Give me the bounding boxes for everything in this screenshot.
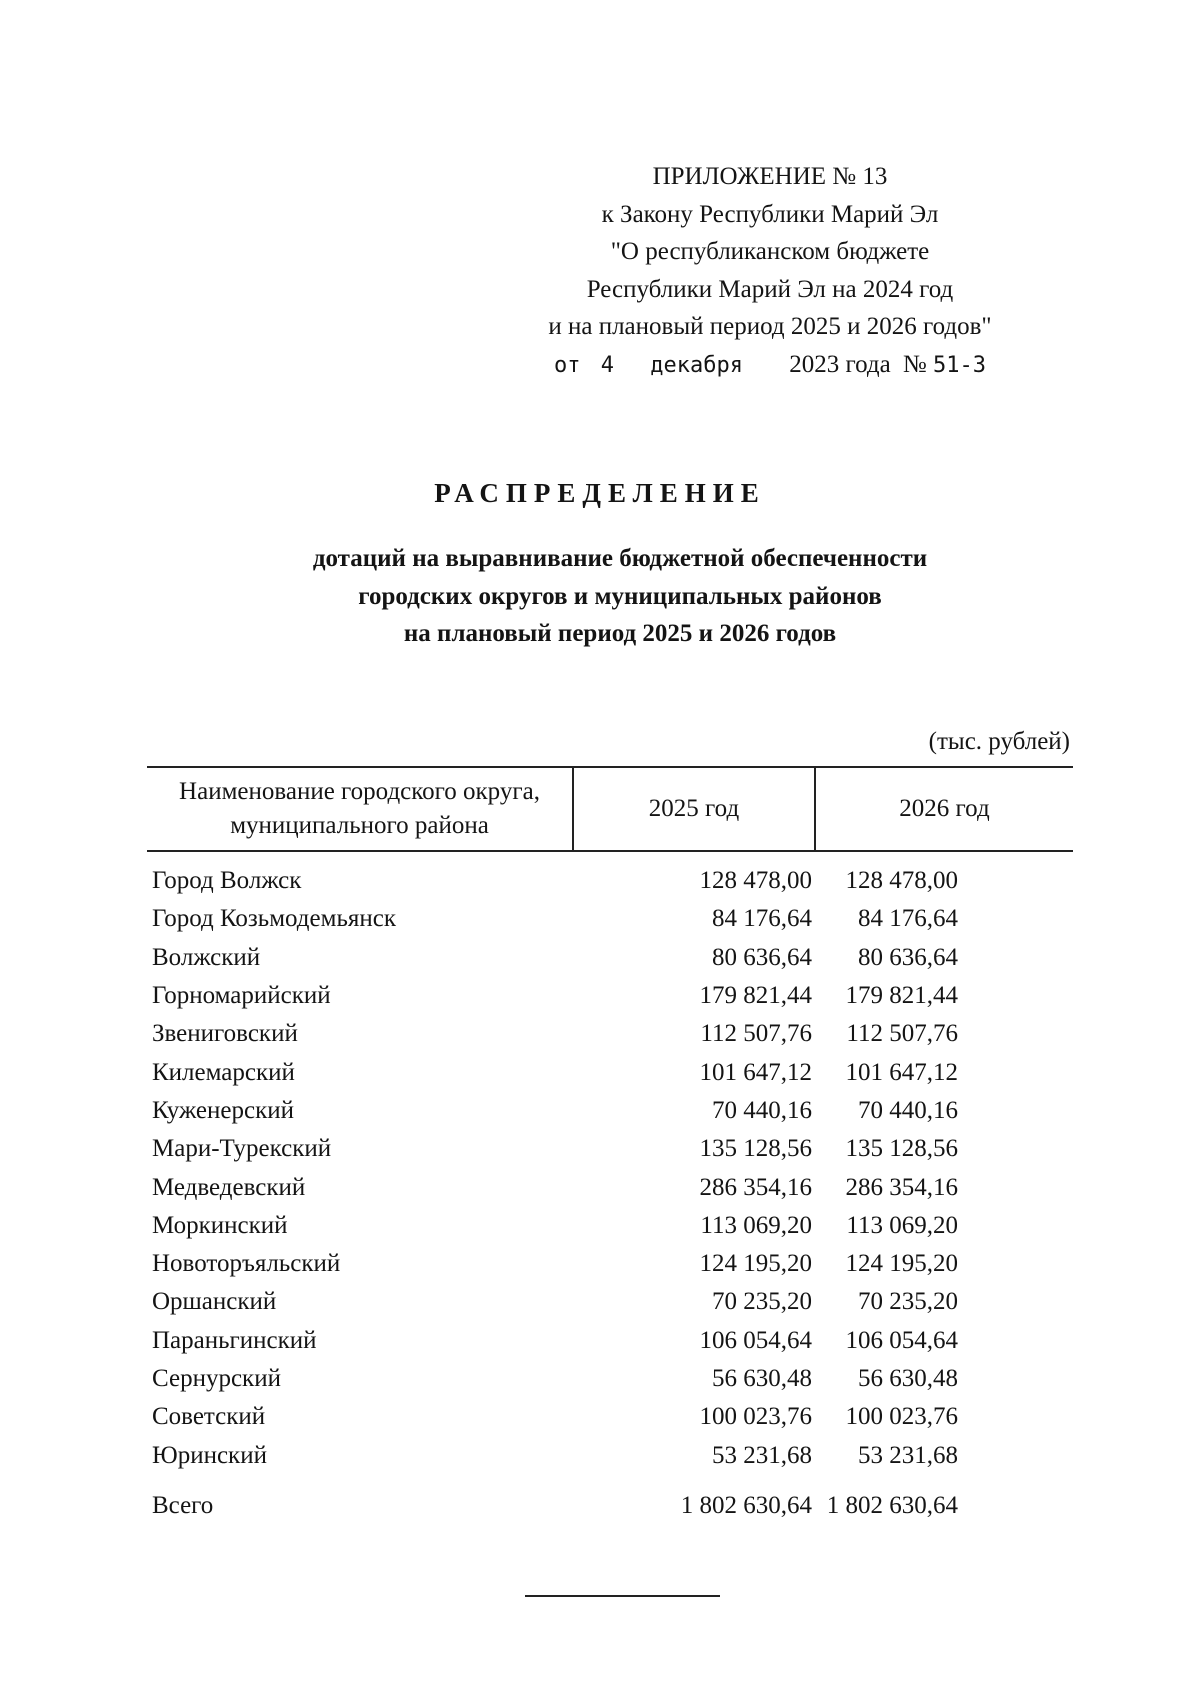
row-value-2026: 128 478,00 — [845, 867, 958, 895]
total-2025: 1 802 630,64 — [680, 1491, 812, 1519]
document-subtitle — [190, 540, 1050, 653]
table-row — [147, 1015, 1073, 1053]
row-name: Мари-Турекский — [152, 1135, 332, 1163]
row-value-2026: 84 176,64 — [858, 905, 958, 933]
row-value-2025: 70 440,16 — [712, 1096, 812, 1124]
table-header-row — [147, 767, 1073, 851]
row-value-2025: 179 821,44 — [699, 982, 812, 1010]
row-value-2026: 113 069,20 — [846, 1211, 958, 1239]
row-name: Моркинский — [152, 1211, 288, 1239]
subtitle-line: на плановый период 2025 и 2026 годов — [403, 620, 837, 647]
row-value-2026: 106 054,64 — [845, 1326, 958, 1354]
row-value-2025: 124 195,20 — [699, 1250, 812, 1278]
row-name: Волжский — [152, 943, 261, 971]
row-value-2026: 80 636,64 — [858, 943, 958, 971]
row-value-2025: 80 636,64 — [712, 943, 812, 971]
table-row — [147, 1168, 1073, 1206]
date-year: 2023 года — [789, 350, 891, 378]
header-2025: 2025 год — [573, 767, 815, 851]
row-name: Горномарийский — [152, 982, 331, 1010]
date-month: декабря — [650, 352, 743, 378]
table-row — [147, 851, 1073, 900]
row-value-2026: 101 647,12 — [845, 1058, 958, 1086]
row-value-2025: 128 478,00 — [699, 867, 812, 895]
row-value-2025: 53 231,68 — [712, 1441, 812, 1469]
table-row — [147, 1092, 1073, 1130]
row-value-2025: 70 235,20 — [712, 1288, 812, 1316]
table-row — [147, 1322, 1073, 1360]
table-row — [147, 1436, 1073, 1474]
table-row — [147, 1398, 1073, 1436]
row-name: Медведевский — [152, 1173, 306, 1201]
appendix-block — [500, 158, 1040, 384]
row-name: Куженерский — [152, 1096, 294, 1124]
row-name: Советский — [152, 1403, 266, 1431]
row-value-2025: 112 507,76 — [700, 1020, 812, 1048]
law-number-sign: № — [902, 350, 927, 378]
row-value-2026: 70 440,16 — [858, 1096, 958, 1124]
row-value-2026: 100 023,76 — [845, 1403, 958, 1431]
row-value-2025: 286 354,16 — [699, 1173, 812, 1201]
row-value-2026: 53 231,68 — [858, 1441, 958, 1469]
header-name — [147, 767, 573, 851]
table-row — [147, 900, 1073, 938]
law-number: 51-З — [933, 352, 987, 378]
table-row — [147, 1360, 1073, 1398]
appendix-number: ПРИЛОЖЕНИЕ № 13 — [652, 163, 888, 190]
units-label: (тыс. рублей) — [928, 728, 1070, 755]
row-value-2026: 124 195,20 — [845, 1250, 958, 1278]
total-2026: 1 802 630,64 — [826, 1491, 958, 1519]
header-2026: 2026 год — [815, 767, 1073, 851]
table-body — [147, 851, 1073, 1475]
table-row — [147, 1245, 1073, 1283]
end-rule — [525, 1595, 720, 1597]
subtitle-line: дотаций на выравнивание бюджетной обеспеченности — [312, 545, 928, 572]
date-day: 4 — [600, 352, 614, 378]
table-row — [147, 1053, 1073, 1091]
row-value-2025: 56 630,48 — [712, 1365, 812, 1392]
row-name: Юринский — [152, 1441, 267, 1469]
document-title: РАСПРЕДЕЛЕНИЕ — [434, 478, 766, 508]
total-label: Всего — [152, 1491, 214, 1519]
row-value-2026: 135 128,56 — [845, 1135, 958, 1163]
appendix-budget-title: "О республиканском бюджете — [610, 238, 930, 265]
row-name: Город Козьмодемьянск — [152, 905, 396, 933]
date-prefix: от — [553, 352, 581, 378]
row-value-2026: 70 235,20 — [858, 1288, 958, 1316]
row-value-2025: 106 054,64 — [699, 1326, 812, 1354]
row-name: Город Волжск — [152, 867, 302, 895]
distribution-table — [147, 766, 1073, 1525]
table-row — [147, 1130, 1073, 1168]
header-name-line1: Наименование городского округа, — [179, 778, 540, 805]
row-value-2025: 101 647,12 — [699, 1058, 812, 1086]
total-row — [147, 1475, 1073, 1525]
row-name: Параньгинский — [152, 1326, 317, 1354]
row-name: Сернурский — [152, 1365, 281, 1392]
row-value-2026: 286 354,16 — [845, 1173, 958, 1201]
row-name: Оршанский — [152, 1288, 277, 1316]
appendix-republic-year: Республики Марий Эл на 2024 год — [586, 275, 954, 303]
appendix-date-line — [500, 346, 1040, 385]
row-name: Звениговский — [152, 1020, 298, 1048]
row-name: Новоторъяльский — [152, 1250, 341, 1278]
row-name: Килемарский — [152, 1058, 295, 1086]
row-value-2025: 100 023,76 — [699, 1403, 812, 1431]
table-row — [147, 977, 1073, 1015]
subtitle-line: городских округов и муниципальных районов — [358, 582, 882, 610]
row-value-2026: 112 507,76 — [846, 1020, 958, 1048]
row-value-2025: 113 069,20 — [700, 1211, 812, 1239]
header-name-line2: муниципального района — [230, 812, 489, 839]
row-value-2026: 56 630,48 — [858, 1365, 958, 1392]
table-row — [147, 1283, 1073, 1321]
row-value-2025: 135 128,56 — [699, 1135, 812, 1163]
row-value-2026: 179 821,44 — [845, 982, 958, 1010]
table-row — [147, 939, 1073, 977]
row-value-2025: 84 176,64 — [712, 905, 812, 933]
appendix-planning-period: и на плановый период 2025 и 2026 годов" — [548, 313, 992, 340]
appendix-law-reference: к Закону Республики Марий Эл — [601, 200, 939, 228]
table-row — [147, 1207, 1073, 1245]
